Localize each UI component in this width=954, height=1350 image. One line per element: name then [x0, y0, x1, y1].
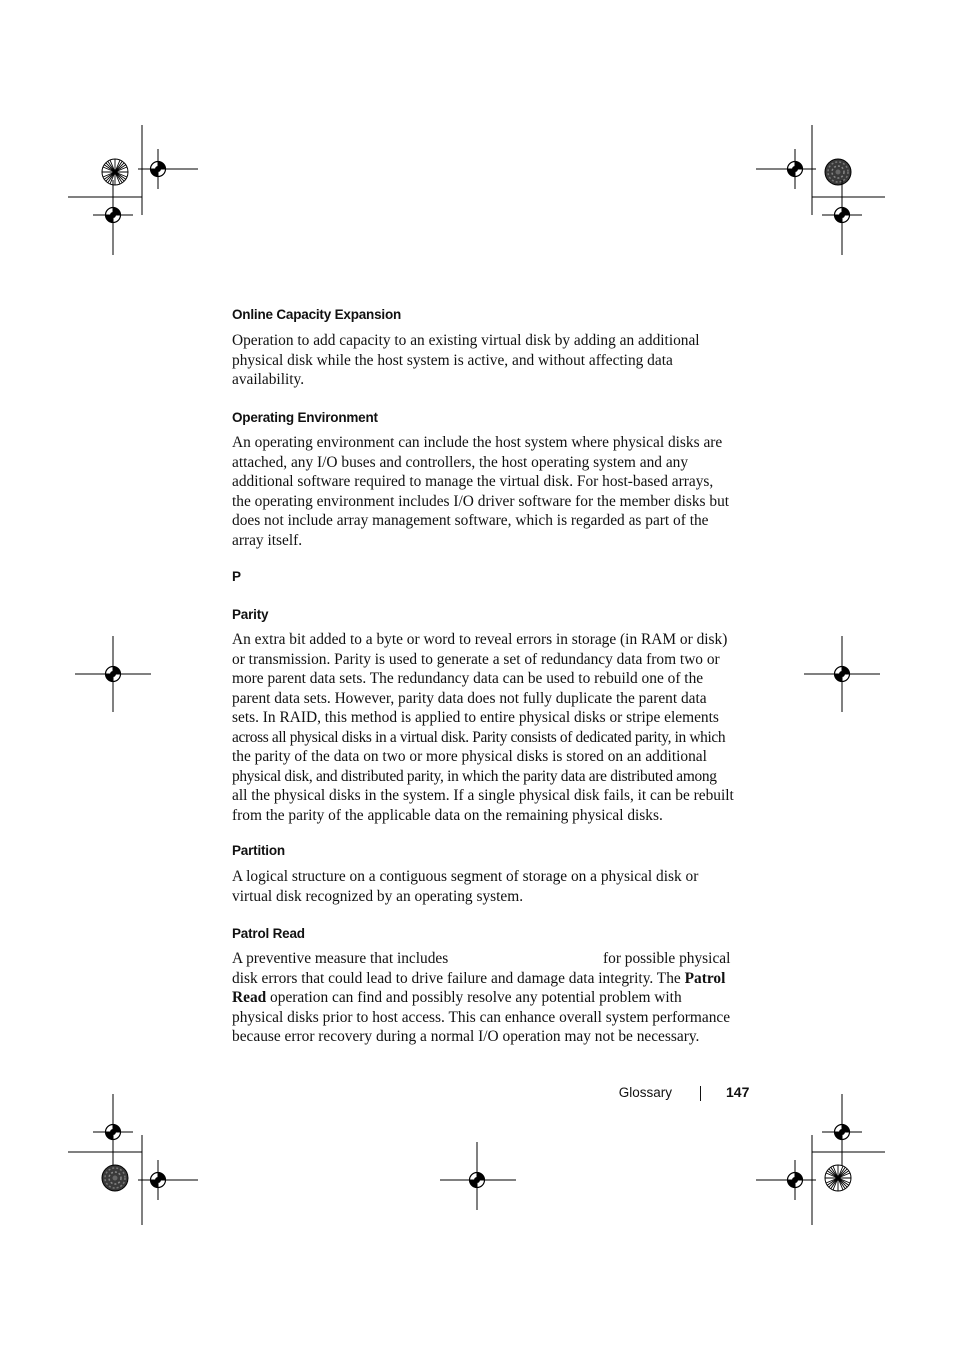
text-line: array itself.: [232, 531, 303, 549]
page-number: 147: [726, 1084, 750, 1100]
text-line: Operation to add capacity to an existing virtual disk by adding an additional: [232, 332, 700, 349]
text-line: [232, 969, 744, 989]
text-line: additional software required to manage the virtual disk. For host-based arrays,: [232, 473, 714, 490]
text-line: physical disks prior to host access. This can enhance overall system performance: [232, 1008, 731, 1026]
text-line: An operating environment can include the host system where physical disks are: [232, 434, 723, 451]
emphasis-text: Read: [232, 989, 267, 1006]
section-letter: P: [232, 569, 241, 584]
text-line: does not include array management software, which is regarded as part of the: [232, 512, 709, 529]
term-parity: Parity: [232, 607, 269, 622]
text-line: physical disk while the host system is active, and without affecting data: [232, 351, 673, 369]
text-fragment: A preventive measure that includes: [232, 950, 449, 967]
term-partition: Partition: [232, 843, 285, 858]
text-line: parent data sets. However, parity data does not fully duplicate the parent data: [232, 689, 707, 707]
text-line: [232, 949, 744, 969]
term-operating-environment: Operating Environment: [232, 410, 378, 425]
text-line: [232, 988, 744, 1008]
definition-partition: [232, 867, 744, 906]
footer-separator: [700, 1086, 701, 1101]
definition-parity: [232, 630, 744, 825]
definition-operating-environment: [232, 433, 744, 550]
text-line: across all physical disks in a virtual disk. Parity consists of dedicated parity, in which: [232, 728, 726, 746]
text-line: all the physical disks in the system. If a single physical disk fails, it can be rebuilt: [232, 787, 734, 804]
definition-patrol-read: [232, 949, 744, 1047]
footer-section-name: Glossary: [618, 1085, 672, 1100]
text-line: from the parity of the applicable data on the remaining physical disks.: [232, 806, 663, 824]
text-line: more parent data sets. The redundancy data can be used to rebuild one of the: [232, 670, 704, 687]
definition-online-capacity-expansion: [232, 331, 744, 390]
text-line: attached, any I/O buses and controllers, the host operating system and any: [232, 453, 689, 471]
text-fragment: for possible physical: [603, 950, 731, 967]
text-line: virtual disk recognized by an operating system.: [232, 887, 524, 905]
text-line: An extra bit added to a byte or word to reveal errors in storage (in RAM or disk): [232, 631, 728, 648]
text-line: availability.: [232, 371, 305, 388]
text-line: physical disk, and distributed parity, in which the parity data are distributed among: [232, 767, 717, 785]
text-line: sets. In RAID, this method is applied to entire physical disks or stripe elements: [232, 709, 719, 726]
text-line: because error recovery during a normal I/O operation may not be necessary.: [232, 1028, 700, 1045]
emphasis-text: Patrol: [684, 969, 726, 987]
term-patrol-read: Patrol Read: [232, 926, 305, 941]
term-online-capacity-expansion: Online Capacity Expansion: [232, 307, 402, 322]
text-line: or transmission. Parity is used to generate a set of redundancy data from two or: [232, 650, 720, 668]
text-fragment: operation can find and possibly resolve any potential problem with: [266, 989, 682, 1006]
text-fragment: disk errors that could lead to drive failure and damage data integrity. The: [232, 969, 685, 987]
text-line: the operating environment includes I/O driver software for the member disks but: [232, 492, 730, 510]
text-line: the parity of the data on two or more physical disks is stored on an additional: [232, 748, 707, 765]
text-line: A logical structure on a contiguous segment of storage on a physical disk or: [232, 868, 699, 885]
